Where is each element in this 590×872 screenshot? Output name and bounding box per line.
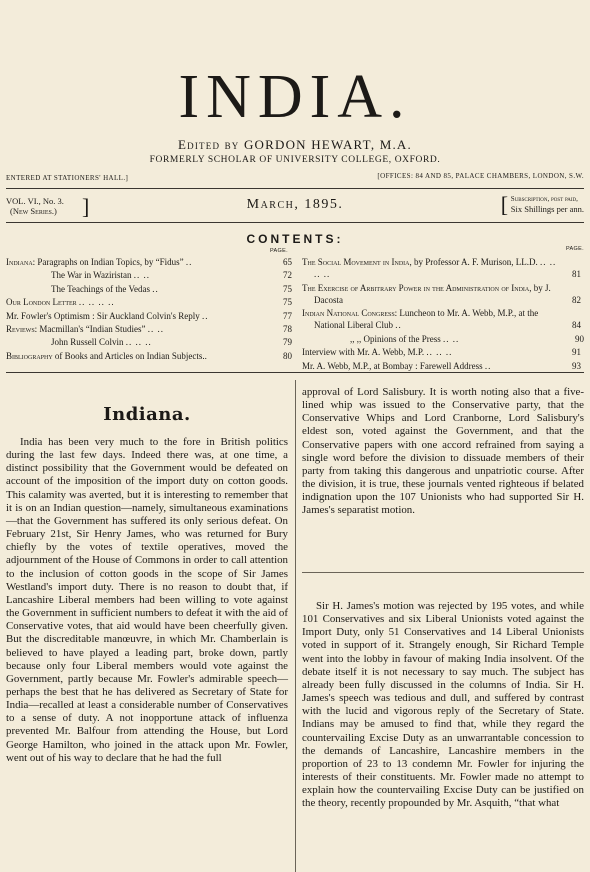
contents-entry-text: Mr. Fowler's Optimism : Sir Auckland Colvin's Reply xyxy=(6,310,200,321)
contents-entry: Interview with Mr. A. Webb, M.P. .. .. .. 91 xyxy=(302,347,581,358)
contents-entry-page: 80 xyxy=(283,350,292,361)
contents-entry: The Social Movement in India, by Professor A. F. Murison, LL.D. .. .. .. .. 81 xyxy=(302,257,581,280)
top-rule xyxy=(6,188,584,189)
contents-entry xyxy=(6,350,292,362)
volume-number: VOL. VI., No. 3. xyxy=(6,196,64,206)
contents-entry-leader: .. xyxy=(185,257,193,267)
contents-entry-text: : Macmillan's “Indian Studies” xyxy=(34,323,146,334)
issue-date: March, 1895. xyxy=(246,197,344,212)
contents-entry: The Exercise of Arbitrary Power in the Administration of India, by J. Dacosta 82 xyxy=(302,282,581,305)
article-right-column xyxy=(302,386,584,518)
offices-notice: [OFFICES: 84 AND 85, PALACE CHAMBERS, LONDON, S.W. xyxy=(377,172,584,180)
bracket-glyph: [ xyxy=(500,192,509,217)
contents-entry-label: The Social Movement in India xyxy=(302,257,410,267)
subscription-label: Subscription, post paid, xyxy=(510,195,578,203)
contents-entry-text: of Books and Articles on Indian Subjects.. xyxy=(52,350,207,361)
contents-entry xyxy=(6,296,292,308)
contents-entry-leader: .. .. xyxy=(133,270,150,281)
contents-entry-leader: .. .. xyxy=(443,333,460,344)
contents-entry-text: The Teachings of the Vedas xyxy=(51,283,151,294)
contents-entry-leader: .. .. .. .. xyxy=(314,257,557,280)
column-divider xyxy=(295,380,296,872)
contents-entry xyxy=(302,333,584,345)
contents-entry-leader: .. .. xyxy=(147,323,165,334)
page-column-label: PAGE. xyxy=(566,246,584,252)
contents-entry-label: Our London Letter xyxy=(6,297,77,308)
contents-entry-leader: .. xyxy=(152,283,159,294)
contents-entry: Mr. A. Webb, M.P., at Bombay : Farewell Address .. 93 xyxy=(302,360,581,371)
contents-entry-text: ,, ,, Opinions of the Press xyxy=(350,333,441,344)
contents-entry-leader: .. .. .. xyxy=(125,337,152,348)
contents-entry-page: 77 xyxy=(283,310,292,321)
contents-entry-leader: .. .. .. xyxy=(426,347,453,358)
page-column-label: PAGE. xyxy=(270,248,288,254)
formerly-line: FORMERLY SCHOLAR OF UNIVERSITY COLLEGE, OXFORD. xyxy=(149,155,441,165)
masthead-title: INDIA. xyxy=(178,63,412,131)
contents-left-column xyxy=(6,256,292,363)
subscription-price: Six Shillings per ann. xyxy=(510,204,584,214)
contents-entry-page: 75 xyxy=(283,283,292,294)
contents-entry-page: 79 xyxy=(283,337,292,348)
series-label: (New Series.) xyxy=(10,206,57,216)
contents-entry xyxy=(6,336,292,348)
contents-entry-text: : Luncheon to Mr. A. Webb, M.P., at the National Liberal Club xyxy=(314,308,539,331)
contents-heading: CONTENTS: xyxy=(246,232,344,246)
contents-entry: Indian National Congress: Luncheon to Mr. A. Webb, M.P., at the National Liberal Club .. 84 xyxy=(302,308,581,331)
contents-entry-label: Indiana xyxy=(6,257,33,267)
article-left-column xyxy=(6,436,288,765)
subscription-info xyxy=(500,192,584,217)
editor-line: Edited by GORDON HEWART, M.A. xyxy=(178,137,412,152)
contents-entry-text: : Paragraphs on Indian Topics, by “Fidus” xyxy=(32,257,184,267)
contents-entry-page: 90 xyxy=(575,333,584,344)
contents-entry-page: 65 xyxy=(283,257,292,267)
article-paragraph: Sir H. James's motion was rejected by 195 votes, and while 101 Conservatives and six Liberal Unionists voted against the Import Duty, only 51 Conservatives and 14 Liberal Unionists voted in support of it. Strangely enough, Sir Richard Temple went into the lobby in favour of making India insolvent. Of the debate itself it is not necessary to say much. The subject has already been fully discussed in the columns of India. Sir H. James's speech was tedious and dull, and suffered by contrast with the lucid and vigorous reply of the Secretary of State. Indians may be amused to find that, while they regard the countervailing Excise Duty as an unwarrantable concession to the demands of Lancashire, Lancashire members in the proportion of 23 to 13 condemn Mr. Fowler for injuring the interests of their constituents. Mr. Fowler made no attempt to explain how the countervailing Excise Duty can be justified on the theory, recently propounded by Mr. Asquith, “that what xyxy=(302,600,584,810)
contents-entry-text: Interview with Mr. A. Webb, M.P. xyxy=(302,347,425,358)
contents-entry-label: Bibliography xyxy=(6,350,53,361)
contents-entry-text: , by J. Dacosta xyxy=(314,282,551,305)
article-right-column-continued xyxy=(302,600,584,811)
contents-entry xyxy=(6,283,292,295)
section-title: Indiana. xyxy=(103,404,191,425)
contents-entry-text: The War in Waziristan xyxy=(51,270,132,281)
contents-entry-leader: .. xyxy=(202,310,209,321)
contents-entry-label: Indian National Congress xyxy=(302,308,395,319)
bracket-glyph: ] xyxy=(82,194,90,219)
contents-rule xyxy=(6,222,584,223)
entered-notice: ENTERED AT STATIONERS' HALL.] xyxy=(6,174,129,182)
contents-entry xyxy=(6,323,292,335)
contents-entry xyxy=(6,256,292,268)
contents-entry-label: Reviews xyxy=(6,323,35,334)
contents-entry-page: 75 xyxy=(283,297,292,308)
paragraph-rule xyxy=(302,572,584,573)
article-paragraph: India has been very much to the fore in British politics during the last few days. Indeed there was, at one time, a distinct possibility that the Government would be defeated on account of the imposition of the import duty on cotton goods. This calamity was averted, but it is interesting to remember that it is on an Indian question—namely, simultaneous examinations—that the Government has suffered its only serious defeat. On February 21st, Sir Henry James, who was returned for Bury chiefly by the votes of textile operatives, moved the adjournment of the House of Commons in order to call attention to the inclusion of cotton goods in the scope of Sir James Westland's import duty. There is no reason to doubt that, if Lancashire Liberal members had been willing to vote against the Government in sufficient numbers to defeat it with the aid of Conservative votes, that aid would have been cheerfully given. But the discreditable manœuvre, in which Mr. Chamberlain is believed to have played a leading part, broke down, partly because only four Liberal members would vote against the Government, partly because Mr. Fowler's admirable speech—perhaps the best that he has delivered as Secretary of State for India—recalled at least a considerable number of Conservatives to a sense of duty. A not inopportune attack of influenza prevented Mr. Balfour from attending the House, but Lord George Hamilton, who joined in the attack upon Mr. Fowler, went out of his way to declare that he had the full xyxy=(6,436,288,764)
contents-entry-label: The Exercise of Arbitrary Power in the Administration of India xyxy=(302,282,530,293)
contents-entry-text: John Russell Colvin xyxy=(51,337,124,348)
article-paragraph: approval of Lord Salisbury. It is worth noting also that a five-lined whip was issued to the Conservative party, that the Conservative Whips and Lord Cranborne, Lord Salisbury's eldest son, voted against the Government, and that the Conservative papers with one accord refrained from saying a single word before the division to dissuade members of their party from taking this dangerous and unpatriotic course. After the division, it is true, these journals vented righteous if belated indignation upon the 107 Unionists who had supported Sir H. James's separatist motion. xyxy=(302,386,584,517)
contents-entry xyxy=(6,269,292,281)
contents-entry-leader: .. xyxy=(395,320,402,331)
contents-entry-text: , by Professor A. F. Murison, LL.D. xyxy=(409,257,538,267)
contents-entry xyxy=(6,310,292,322)
contents-entry-leader: .. .. .. .. xyxy=(78,297,115,308)
contents-entry-text: Mr. A. Webb, M.P., at Bombay : Farewell Address xyxy=(302,360,483,371)
contents-entry-page: 78 xyxy=(283,323,292,334)
contents-right-column xyxy=(302,256,584,373)
contents-entry-leader: .. xyxy=(484,360,492,371)
contents-entry-page: 72 xyxy=(283,270,292,281)
contents-bottom-rule xyxy=(6,372,584,373)
